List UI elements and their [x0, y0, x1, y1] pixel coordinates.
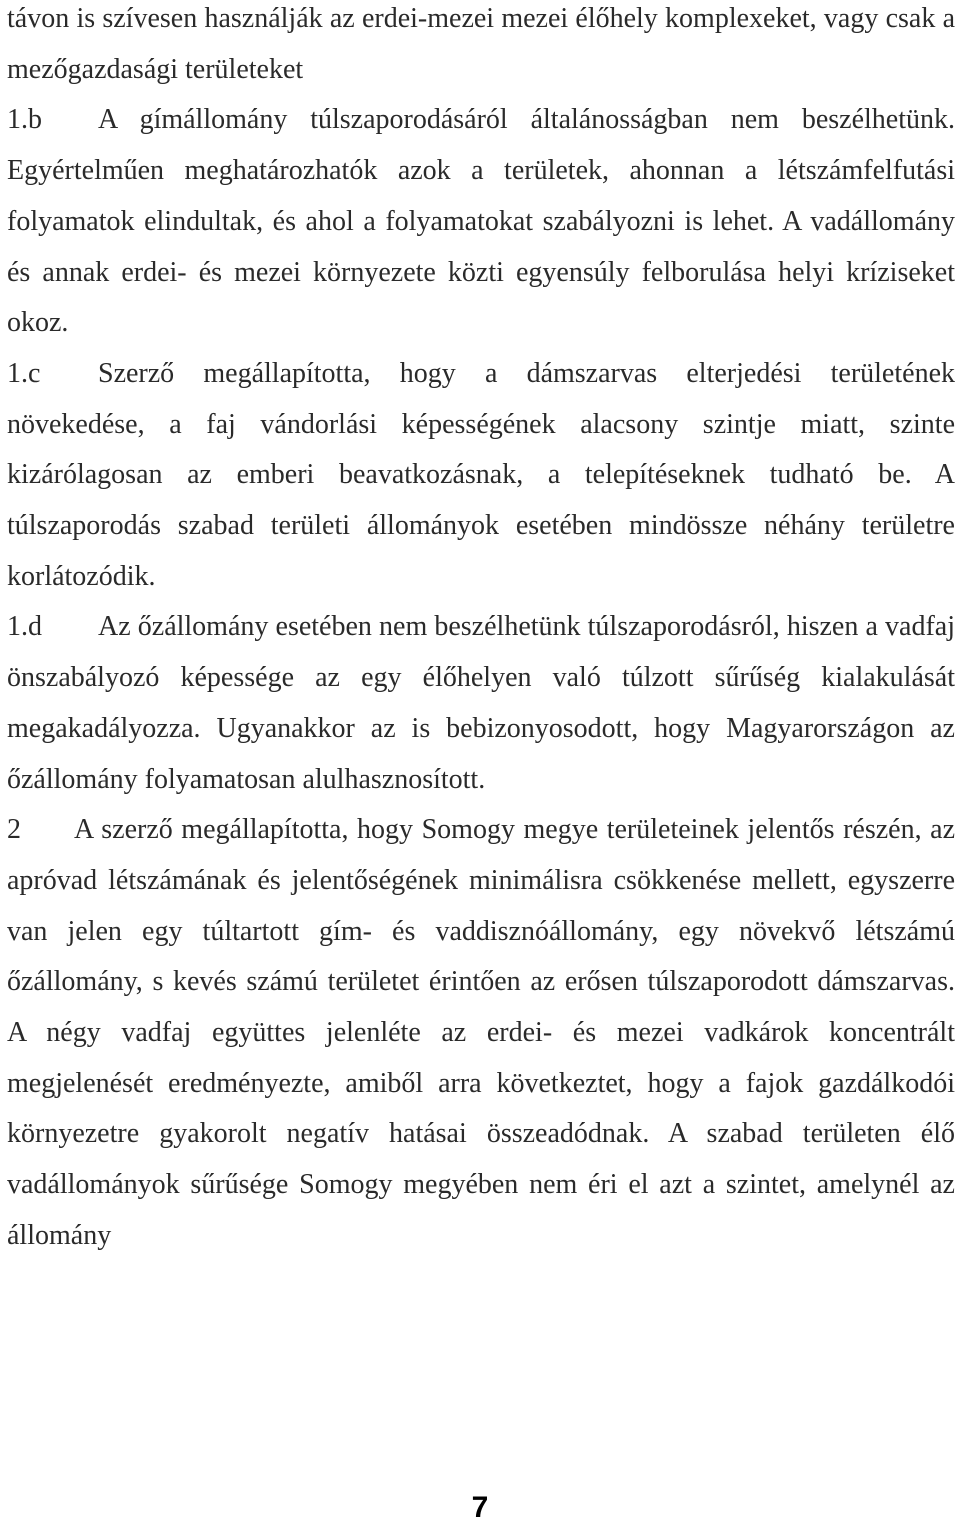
- paragraph-1d: [7, 602, 955, 805]
- paragraph-number: 1.c: [7, 357, 41, 389]
- paragraph-number: 1.b: [7, 104, 42, 136]
- paragraph-2: [7, 805, 955, 1261]
- document-body: [7, 0, 955, 1262]
- page-number: 7: [471, 1491, 489, 1524]
- paragraph-text: távon is szívesen használják az erdei-mezei mezei élőhely komplexeket, vagy csak a mezőgazdasági területeket: [7, 3, 955, 85]
- paragraph-number: 2: [7, 814, 21, 846]
- paragraph-1b: [7, 95, 955, 349]
- paragraph-continuation: [7, 0, 955, 95]
- paragraph-text: Az őzállomány esetében nem beszélhetünk túlszaporodásról, hiszen a vadfaj önszabályozó képessége az egy élőhelyen való túlzott sűrűség kialakulását megakadályozza. Ugyanakkor az is bebizonyosodott, hogy Magyarországon az őzállomány folyamatosan alulhasznosított.: [7, 611, 955, 795]
- document-page: [7, 0, 955, 1262]
- paragraph-1c: [7, 349, 955, 603]
- paragraph-text: A szerző megállapította, hogy Somogy megye területeinek jelentős részén, az apróvad létszámának és jelentőségének minimálisra csökkenése mellett, egyszerre van jelen egy túltartott gím- és vaddisznóállomány, egy növekvő létszámú őzállomány, s kevés számú területet érintően az erősen túlszaporodott dámszarvas. A négy vadfaj együttes jelenléte az erdei- és mezei vadkárok koncentrált megjelenését eredményezte, amiből arra következtet, hogy a fajok gazdálkodói környezetre gyakorolt negatív hatásai összeadódnak. A szabad területen élő vadállományok sűrűsége Somogy megyében nem éri el azt a szintet, amelynél az állomány: [7, 814, 955, 1251]
- paragraph-text: Szerző megállapította, hogy a dámszarvas elterjedési területének növekedése, a faj vándorlási képességének alacsony szintje miatt, szinte kizárólagosan az emberi beavatkozásnak, a telepítéseknek tudható be. A túlszaporodás szabad területi állományok esetében mindössze néhány területre korlátozódik.: [7, 357, 955, 592]
- paragraph-text: A gímállomány túlszaporodásáról általánosságban nem beszélhetünk. Egyértelműen meghatározhatók azok a területek, ahonnan a létszámfelfutási folyamatok elindultak, és ahol a folyamatokat szabályozni is lehet. A vadállomány és annak erdei- és mezei környezete közti egyensúly felborulása helyi kríziseket okoz.: [7, 104, 955, 339]
- paragraph-number: 1.d: [7, 611, 42, 643]
